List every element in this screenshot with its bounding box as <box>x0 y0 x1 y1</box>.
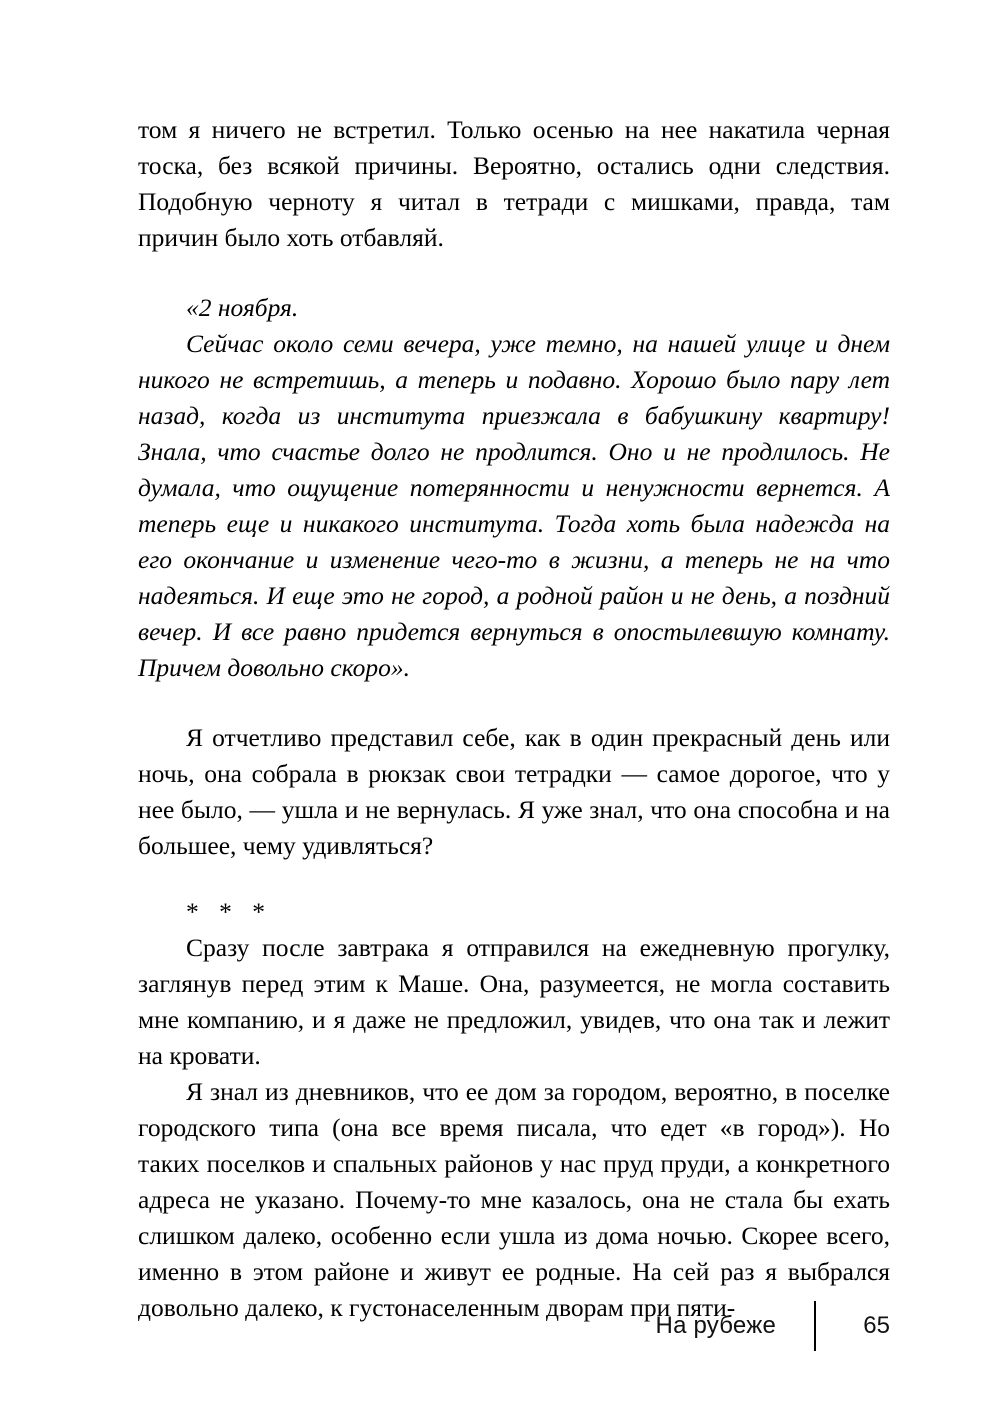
page-footer <box>138 1300 890 1352</box>
continuation-paragraph: том я ничего не встретил. Только осенью на нее накатила черная тоска, без всякой причины. Вероятно, остались одни следствия. Подобную черноту я читал в тетради с мишками, правда, там причин было хоть отбавляй. <box>138 115 890 252</box>
reflection-paragraph: Я отчетливо представил себе, как в один прекрасный день или ночь, она собрала в рюкзак свои тетрадки — самое дорогое, что у нее было, — ушла и не вернулась. Я уже знал, что она способна и на большее, чему удивляться? <box>138 723 890 860</box>
spacer-after-diary <box>138 686 890 720</box>
spacer-before-divider <box>138 864 890 894</box>
text-column <box>138 112 890 1326</box>
diary-body-text: Сейчас около семи вечера, уже темно, на нашей улице и днем никого не встретишь, а теперь и подавно. Хорошо было пару лет назад, когда из института приезжала в бабушкину квартиру! Знала, что счастье долго не продлится. Оно и не продлилось. Не думала, что ощущение потерянности и ненужности вернется. А теперь еще и никакого института. Тогда хоть была надежда на его окончание и изменение чего-то в жизни, а теперь не на что надеяться. И еще это не город, а родной район и не день, а поздний вечер. И все равно придется вернуться в опостылевшую комнату. Причем довольно скоро». <box>138 329 890 682</box>
page-number: 65 <box>863 1312 890 1339</box>
asterisk-divider: * * * <box>186 897 272 926</box>
spacer-before-diary <box>138 256 890 290</box>
search-paragraph: Я знал из дневников, что ее дом за городом, вероятно, в поселке городского типа (она все время писала, что едет «в город»). Но таких поселков и спальных районов у нас пруд пруди, а конкретного адреса не указано. Почему-то мне казалось, она не стала бы ехать слишком далеко, особенно если ушла из дома ночью. Скорее всего, именно в этом районе и живут ее родные. На сей раз я выбрался довольно далеко, к густонаселенным дворам при пяти- <box>138 1077 890 1322</box>
walk-paragraph: Сразу после завтрака я отправился на ежедневную прогулку, заглянув перед этим к Маше. Она, разумеется, не могла составить мне компанию, и я даже не предложил, увидев, что она так и лежит на кровати. <box>138 933 890 1070</box>
running-title: На рубеже <box>655 1312 776 1339</box>
footer-divider-rule <box>814 1301 816 1351</box>
diary-date-line: «2 ноября. <box>186 293 299 322</box>
